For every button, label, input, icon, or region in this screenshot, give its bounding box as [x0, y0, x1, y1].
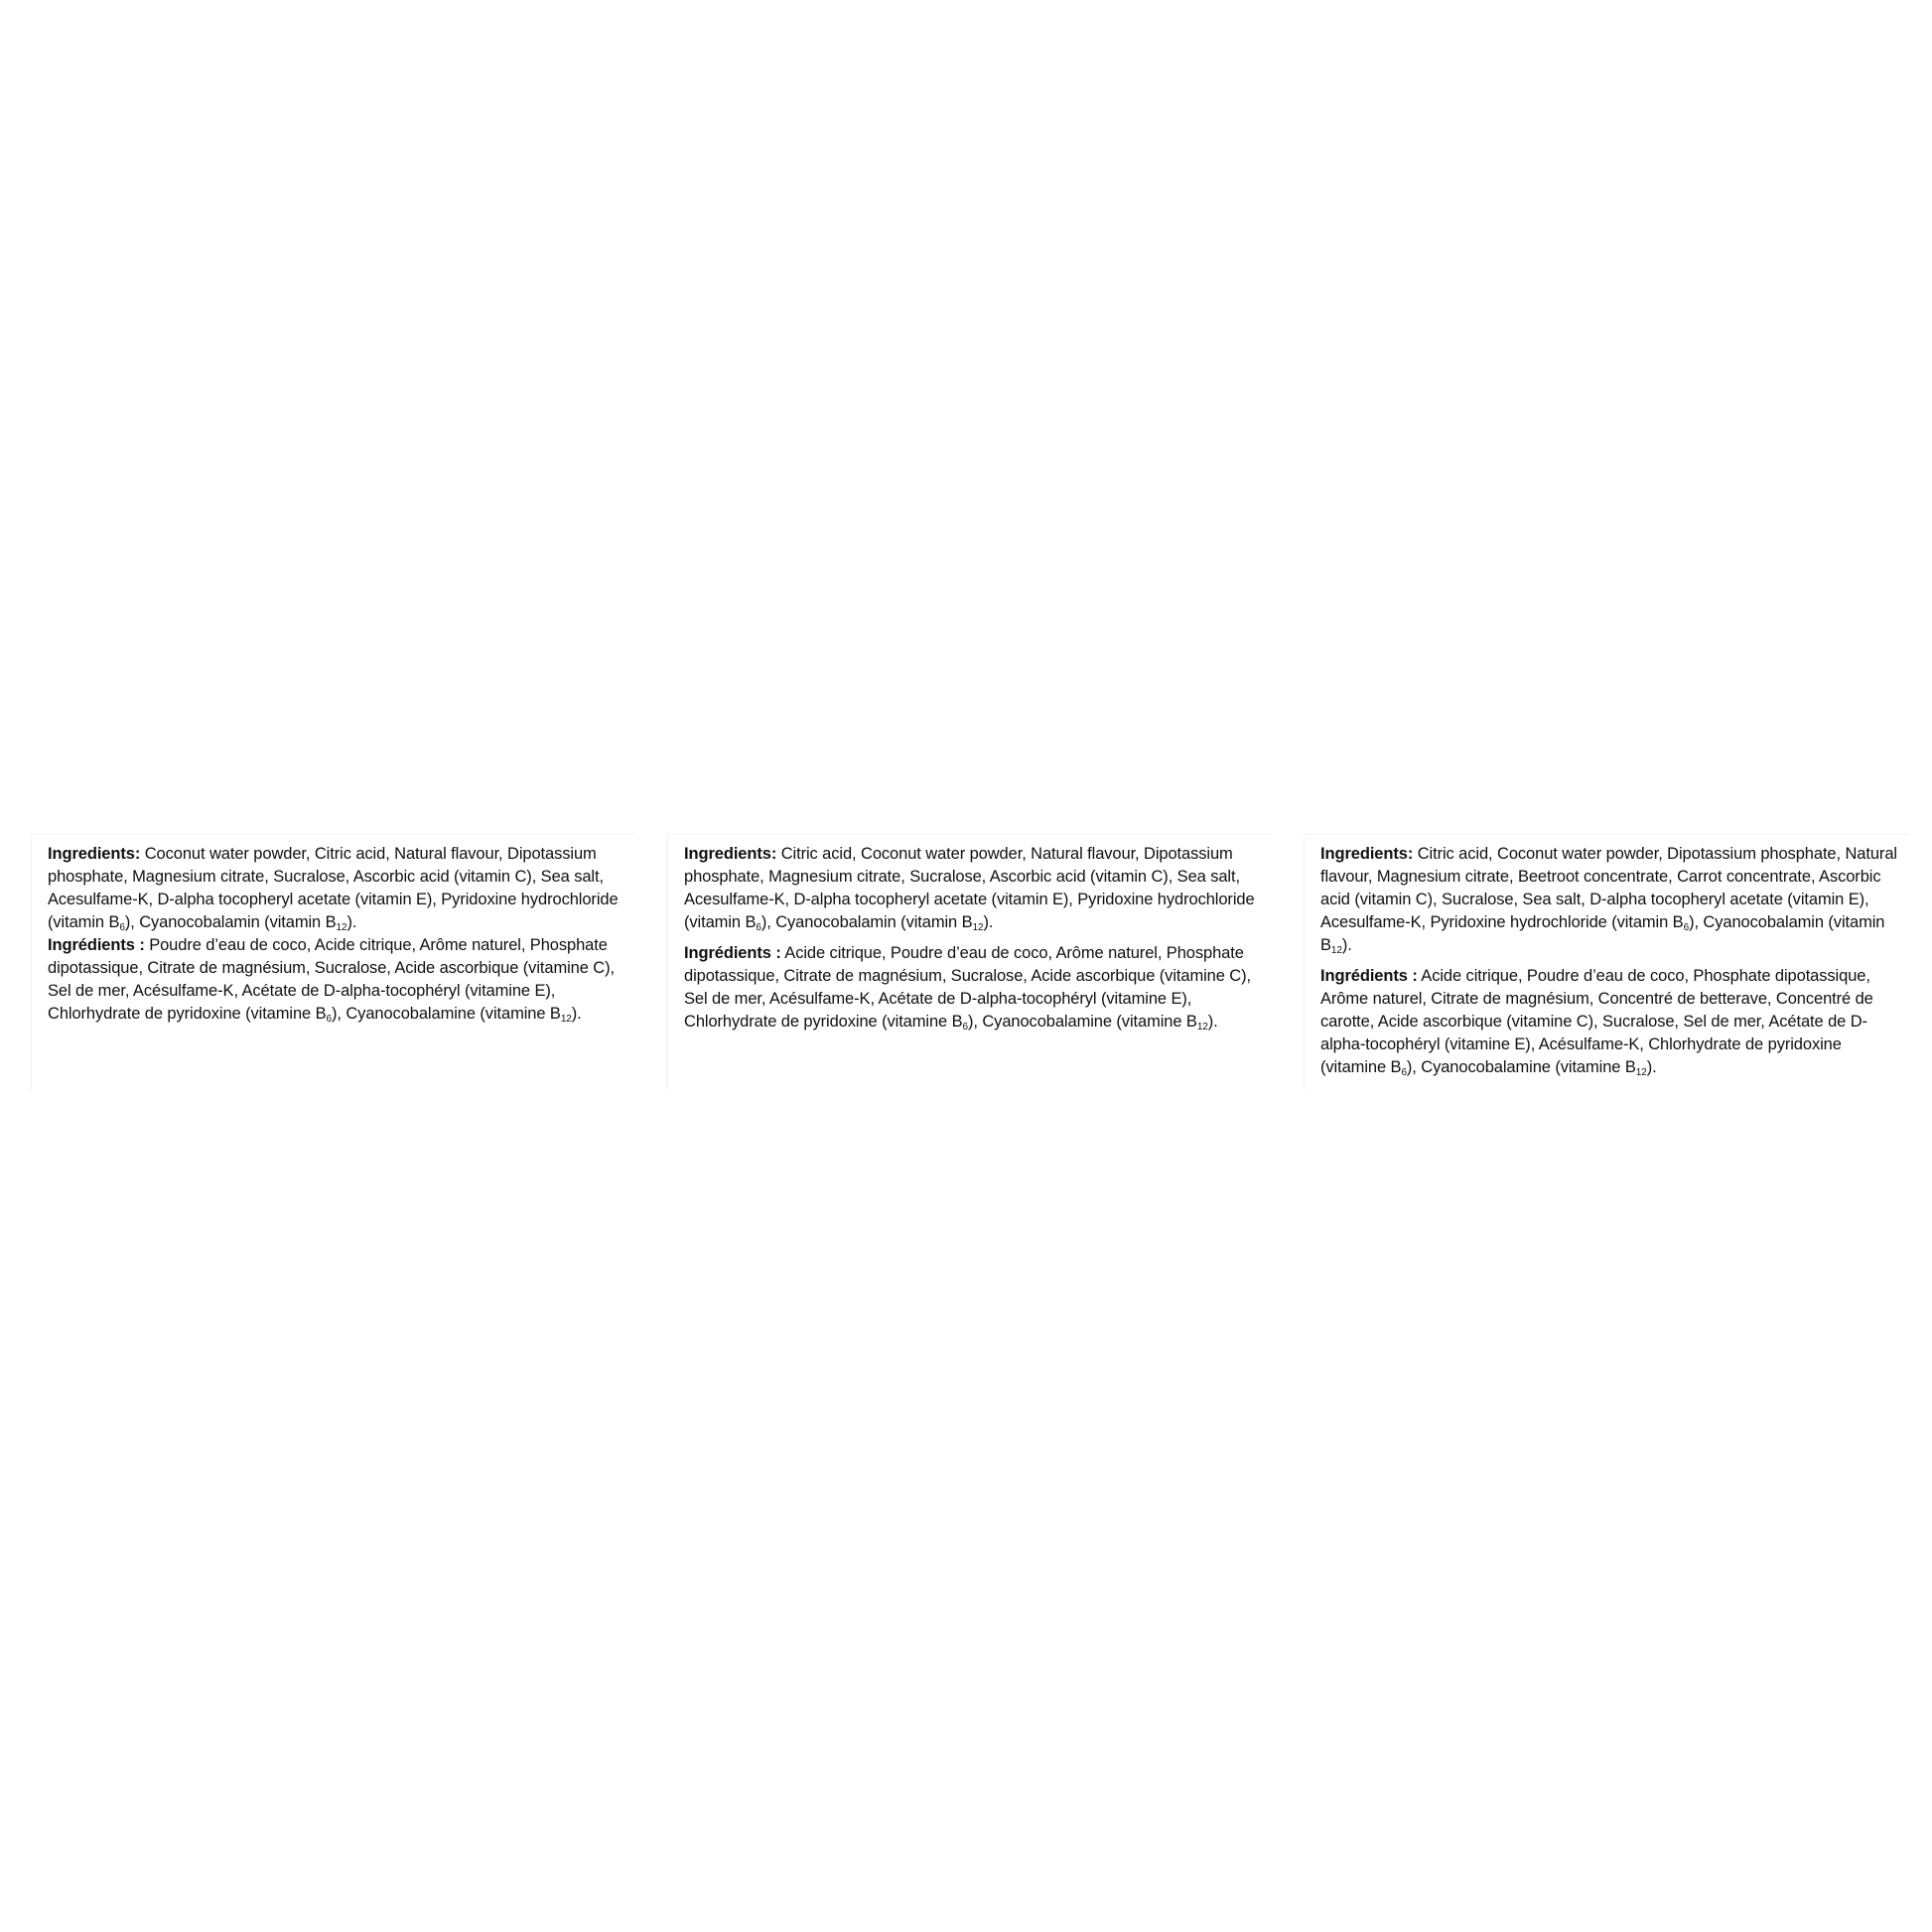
- ingredient-panel-3: [1304, 834, 1909, 1090]
- ingredient-text: ).: [1646, 1058, 1657, 1076]
- ingredient-text: ), Cyanocobalamine (vitamine B: [331, 1005, 561, 1023]
- ingredient-text: ).: [983, 913, 994, 931]
- subscript-text: 6: [1401, 1067, 1407, 1078]
- ingredients-french: [48, 934, 636, 1026]
- subscript-text: 6: [756, 922, 761, 933]
- ingredients-label-english: Ingredients:: [48, 845, 141, 863]
- ingredient-text: Acide citrique, Poudre d’eau de coco, Arôme naturel, Phosphate dipotassique, Citrate de magnésium, Sucralose, Acide ascorbique (vitamine C), Sel de mer, Acésulfame-K, Acétate de D-alpha-tocophéryl (vitamine E), Chlorhydrate de pyridoxine (vitamine B: [684, 944, 1252, 1031]
- subscript-text: 12: [336, 922, 347, 933]
- ingredient-text: ).: [571, 1005, 582, 1023]
- subscript-text: 6: [962, 1022, 968, 1033]
- ingredient-panel-2: [667, 834, 1273, 1090]
- ingredients-label-french: Ingrédients :: [48, 936, 145, 954]
- ingredients-english: [48, 843, 636, 934]
- ingredient-text: ).: [1207, 1013, 1218, 1031]
- subscript-text: 12: [972, 922, 984, 933]
- ingredient-text: Poudre d’eau de coco, Acide citrique, Arôme naturel, Phosphate dipotassique, Citrate de magnésium, Sucralose, Acide ascorbique (vitamine C), Sel de mer, Acésulfame-K, Acétate de D-alpha-tocophéryl (vitamine E), Chlorhydrate de pyridoxine (vitamine B: [48, 936, 616, 1023]
- subscript-text: 6: [326, 1014, 332, 1025]
- ingredients-label-english: Ingredients:: [684, 845, 777, 863]
- ingredients-french: [1320, 965, 1909, 1079]
- ingredient-text: ), Cyanocobalamin (vitamin B: [124, 913, 337, 931]
- ingredient-text: ).: [346, 913, 357, 931]
- ingredient-panel-1: [31, 834, 636, 1090]
- ingredient-text: Acide citrique, Poudre d’eau de coco, Phosphate dipotassique, Arôme naturel, Citrate de magnésium, Concentré de betterave, Concentré de carotte, Acide ascorbique (vitamine C), Sucralose, Sel de mer, Acétate de D-alpha-tocophéryl (vitamine E), Acésulfame-K, Chlorhydrate de pyridoxine (vitamine B: [1320, 967, 1873, 1076]
- ingredient-text: ), Cyanocobalamine (vitamine B: [1406, 1058, 1636, 1076]
- ingredients-english: [1320, 843, 1909, 957]
- ingredients-label-french: Ingrédients :: [684, 944, 781, 962]
- ingredient-text: Citric acid, Coconut water powder, Dipotassium phosphate, Natural flavour, Magnesium citrate, Beetroot concentrate, Carrot concentrate, Ascorbic acid (vitamin C), Sucralose, Sea salt, D-alpha tocopheryl acetate (vitamin E), Acesulfame-K, Pyridoxine hydrochloride (vitamin B: [1320, 845, 1897, 931]
- ingredient-text: ), Cyanocobalamine (vitamine B: [967, 1013, 1197, 1031]
- ingredient-text: ), Cyanocobalamin (vitamin B: [760, 913, 973, 931]
- ingredients-label-french: Ingrédients :: [1320, 967, 1418, 985]
- subscript-text: 12: [1635, 1067, 1647, 1078]
- ingredient-text: Citric acid, Coconut water powder, Natural flavour, Dipotassium phosphate, Magnesium citrate, Sucralose, Ascorbic acid (vitamin C), Sea salt, Acesulfame-K, D-alpha tocopheryl acetate (vitamin E), Pyridoxine hydrochloride (vitamin B: [684, 845, 1255, 931]
- ingredient-text: Coconut water powder, Citric acid, Natural flavour, Dipotassium phosphate, Magnesium citrate, Sucralose, Ascorbic acid (vitamin C), Sea salt, Acesulfame-K, D-alpha tocopheryl acetate (vitamin E), Pyridoxine hydrochloride (vitamin B: [48, 845, 619, 931]
- ingredient-text: ).: [1341, 936, 1352, 954]
- ingredients-label-english: Ingredients:: [1320, 845, 1414, 863]
- ingredients-english: [684, 843, 1273, 934]
- subscript-text: 12: [560, 1014, 572, 1025]
- ingredient-text: ), Cyanocobalamin (vitamin B: [1320, 913, 1885, 954]
- ingredients-french: [684, 942, 1273, 1034]
- subscript-text: 12: [1196, 1022, 1208, 1033]
- subscript-text: 6: [119, 922, 125, 933]
- subscript-text: 6: [1683, 922, 1690, 933]
- subscript-text: 12: [1330, 945, 1342, 956]
